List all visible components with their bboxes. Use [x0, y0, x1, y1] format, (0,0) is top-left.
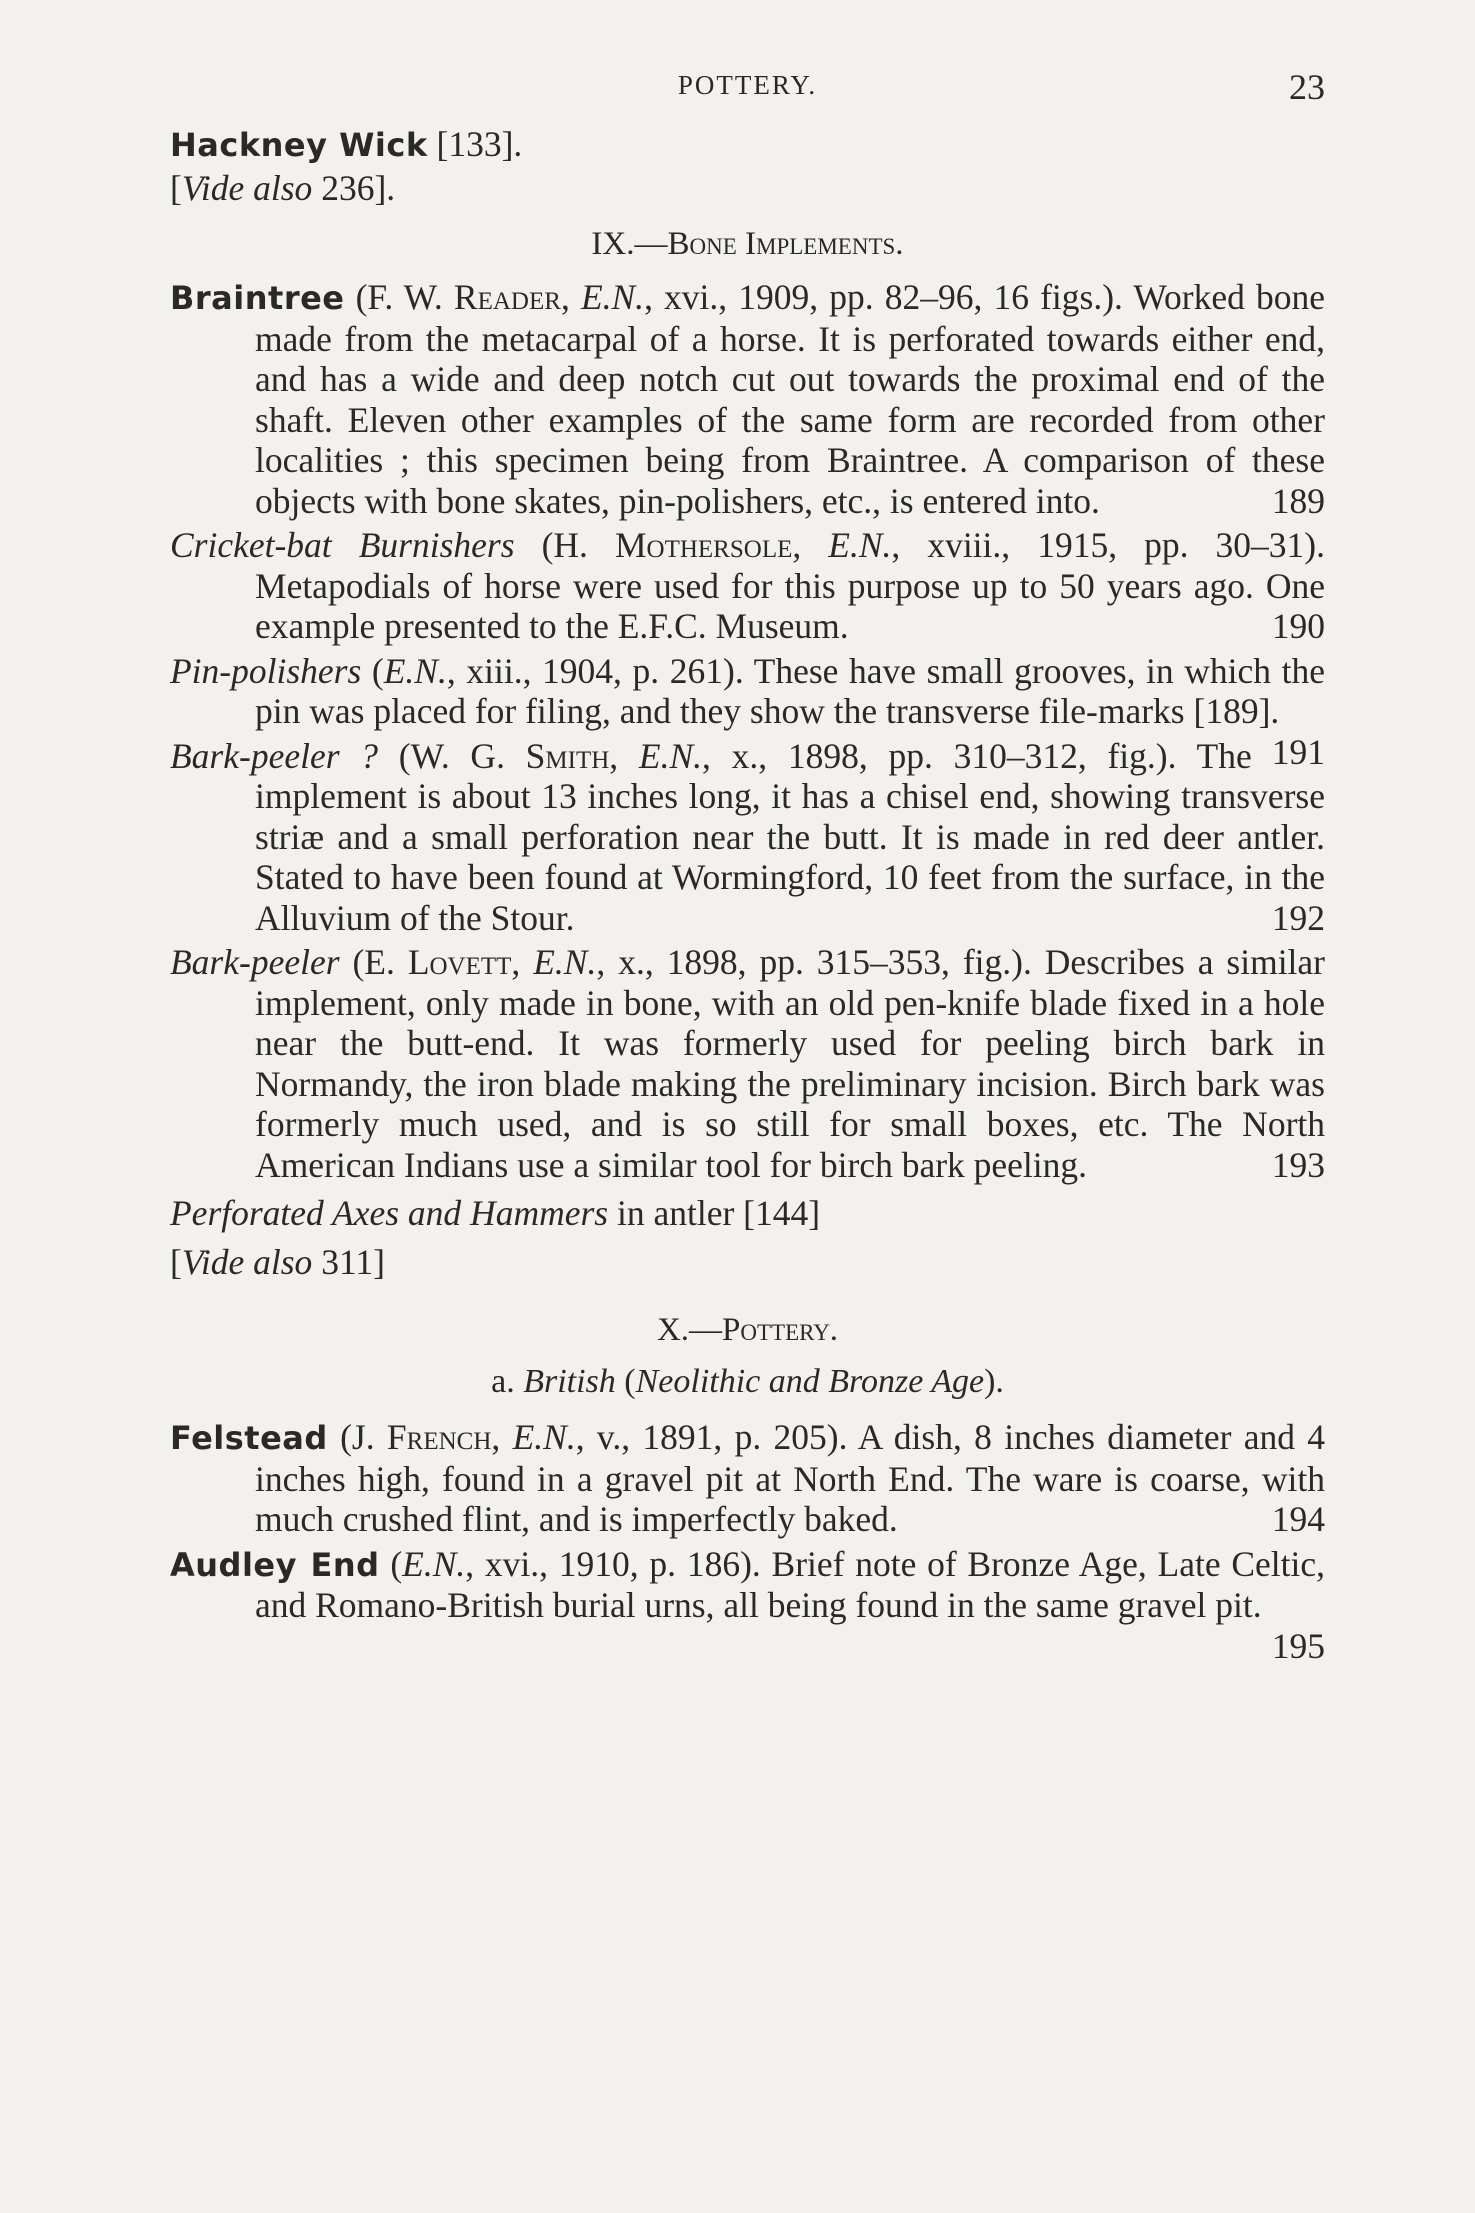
entry-number: 192 — [1271, 897, 1325, 938]
book-page — [170, 67, 1326, 1666]
entry-lead-italic: Bark-peeler — [170, 942, 340, 982]
entry-text: , x., 1898, pp. 310–312, fig.). The implement is about 13 inches long, it has a chisel end, showing transverse striæ and a small perforation near the butt. It is made in red deer antler. Stated to have been found at Wormingford, 10 feet from the surface, in the Alluvium of the Stour. — [255, 735, 1325, 938]
bracket: [ — [170, 1241, 182, 1282]
entry-lead: Audley End — [170, 1545, 380, 1584]
entry-lead: Braintree — [170, 279, 345, 317]
perforated-italic: Perforated Axes and Hammers — [170, 1193, 609, 1233]
entry-author: Reader — [453, 277, 561, 317]
running-title: POTTERY. — [677, 70, 818, 100]
entry-sep: , — [792, 525, 829, 565]
running-head — [170, 67, 1325, 118]
entry-text: , x., 1898, pp. 315–353, fig.). Describes a similar implement, only made in bone, with an old pen-knife blade fixed in a hole near the butt-end. It was formerly used for peeling birch bark in Normandy, the iron blade making the preliminary incision. Birch bark was formerly much used, and is so still for small boxes, etc. The North American Indians use a similar tool for birch bark peeling. — [255, 942, 1326, 1185]
subheading-italic-2: Neolithic and Bronze Age — [635, 1363, 985, 1400]
entry-pre: ( — [361, 650, 384, 691]
entry-pre: ( — [379, 1543, 403, 1584]
section-heading-pottery: X.—Pottery. — [656, 1312, 839, 1348]
perforated-rest: in antler [144] — [608, 1193, 821, 1233]
bracket: [ — [170, 167, 182, 208]
vide-also-ref: 311] — [312, 1241, 385, 1282]
subheading-close: ). — [984, 1363, 1004, 1400]
entry-number: 189 — [1271, 480, 1325, 521]
entry-journal: E.N. — [580, 277, 645, 317]
entry-text: , xvi., 1909, pp. 82–96, 16 figs.). Worked bone made from the metacarpal of a horse. It is perforated towards either end, and has a wide and deep notch cut out towards the proximal end of the shaft. Eleven other examples of the same form are recorded from other localities ; this specimen being from Braintree. A comparison of these objects with bone skates, pin-polishers, etc., is entered into. — [255, 277, 1326, 521]
entry-number: 193 — [1271, 1144, 1325, 1185]
entry-text: , xviii., 1915, pp. 30–31). Metapodials of horse were used for this purpose up to 50 years ago. One example presented to the E.F.C. Museum. — [255, 525, 1325, 646]
entry-author: Mothersole — [614, 525, 793, 565]
entry-journal: E.N. — [533, 942, 597, 982]
subheading-paren: ( — [615, 1363, 636, 1400]
vide-also-note-2 — [170, 1242, 1325, 1283]
entry-lead: Felstead — [170, 1419, 328, 1457]
entry-sep: , — [491, 1417, 513, 1457]
entry-190 — [170, 525, 1325, 647]
entry-pre: (H. — [514, 525, 615, 565]
entry-text: , xvi., 1910, p. 186). Brief note of Bronze Age, Late Celtic, and Romano-British burial urns, all being found in the same gravel pit. — [255, 1543, 1326, 1625]
entry-number: 191 — [1271, 731, 1325, 772]
entry-189 — [170, 277, 1325, 521]
entry-sep: , — [511, 942, 534, 982]
entry-number: 195 — [1271, 1625, 1325, 1666]
entry-pre: (J. — [327, 1417, 387, 1457]
entry-journal: E.N. — [383, 650, 447, 691]
entry-number: 190 — [1271, 606, 1325, 646]
section-heading-bone-implements: IX.—Bone Implements. — [591, 226, 904, 262]
entry-195 — [170, 1543, 1326, 1666]
vide-also-italic: Vide also — [181, 1241, 313, 1282]
entry-lead-italic: Cricket-bat Burnishers — [170, 525, 515, 565]
entry-number: 194 — [1271, 1499, 1325, 1539]
entry-pre: (W. G. — [378, 735, 526, 776]
entry-sep: , — [560, 277, 581, 317]
entry-pre: (E. — [339, 942, 408, 982]
entry-journal: E.N. — [402, 1543, 466, 1584]
entry-lead-italic: Bark-peeler ? — [170, 735, 379, 776]
entry-author: Lovett — [407, 942, 512, 982]
entry-journal: E.N. — [828, 525, 892, 565]
entry-lead: Hackney Wick — [170, 126, 428, 164]
entry-192 — [170, 736, 1325, 939]
page-number: 23 — [1289, 67, 1325, 107]
subheading-italic: British — [523, 1363, 616, 1400]
entry-sep: , — [609, 735, 639, 776]
entry-193 — [170, 942, 1325, 1185]
entry-text: , v., 1891, p. 205). A dish, 8 inches diameter and 4 inches high, found in a gravel pit at North End. The ware is coarse, with much crushed flint, and is imperfectly baked. — [255, 1417, 1326, 1539]
vide-also-italic: Vide also — [181, 167, 313, 208]
entry-text: , xiii., 1904, p. 261). These have small grooves, in which the pin was placed for filing, and they show the transverse file-marks [189]. — [255, 650, 1325, 731]
vide-also-note — [170, 168, 1325, 209]
entry-ref: [133]. — [427, 124, 523, 164]
perforated-axes-note — [170, 1193, 1325, 1234]
hackney-wick-entry — [170, 124, 1325, 166]
subheading-prefix: a. — [491, 1363, 524, 1400]
entry-author: French — [386, 1417, 492, 1457]
entry-author: Smith — [525, 735, 610, 776]
entry-lead-italic: Pin-polishers — [170, 650, 362, 691]
entry-journal: E.N. — [512, 1417, 576, 1457]
vide-also-ref: 236]. — [312, 167, 396, 208]
entry-journal: E.N. — [638, 735, 703, 776]
entry-194 — [170, 1417, 1325, 1540]
subsection-heading-british — [170, 1363, 1325, 1401]
entry-pre: (F. W. — [344, 277, 454, 317]
